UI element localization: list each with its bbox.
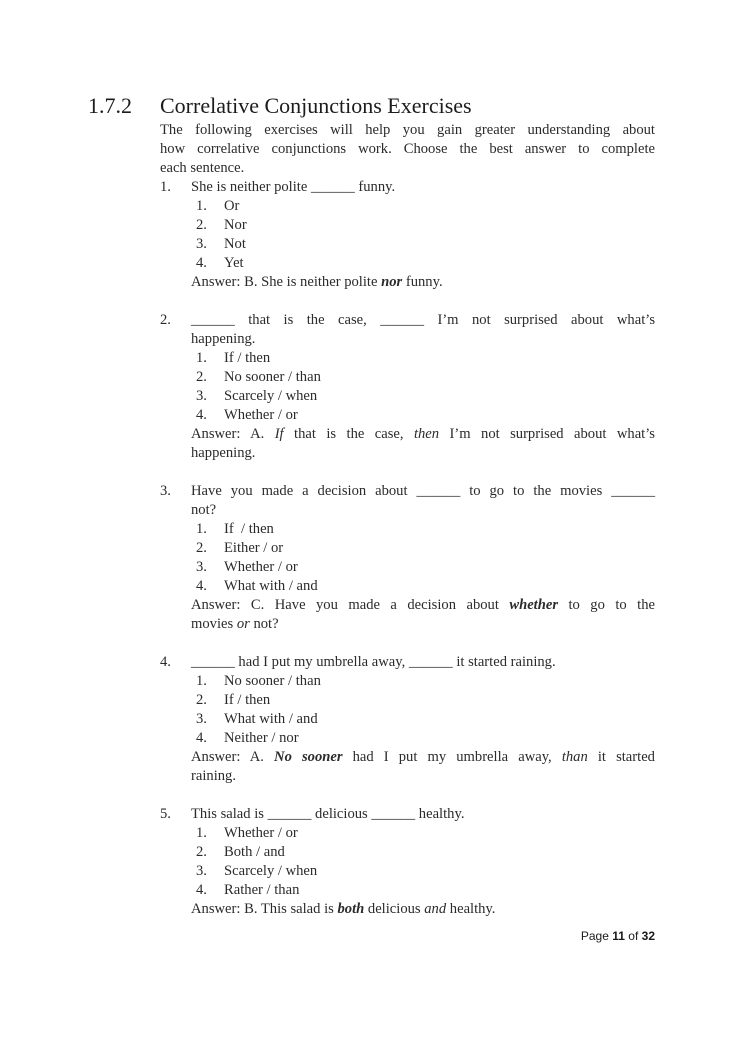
text-segment: not?: [249, 616, 279, 632]
option-label: Scarcely / when: [224, 388, 318, 404]
text-segment: She is neither polite ______ funny.: [191, 179, 396, 195]
text-segment: whether: [509, 597, 559, 613]
text-segment: ______ had I put my umbrella away, ______ it started raining.: [191, 654, 556, 670]
text-line: [191, 615, 655, 634]
text-segment: had I put my umbrella away,: [342, 749, 562, 765]
question-block: [160, 178, 655, 292]
section-heading: [88, 93, 655, 119]
text-line: [191, 653, 655, 672]
answer-text: [191, 596, 655, 634]
question-number: 4.: [160, 654, 171, 670]
text-segment: than: [561, 749, 588, 765]
text-segment: not?: [191, 502, 217, 518]
text-segment: both: [337, 901, 365, 917]
option-label: If / then: [224, 521, 274, 537]
option-row: [191, 672, 655, 691]
option-number: 3.: [196, 388, 207, 404]
body-column: [160, 121, 655, 919]
question-text: [191, 482, 655, 520]
option-row: [191, 349, 655, 368]
option-number: 2.: [196, 692, 207, 708]
question-block: [160, 653, 655, 786]
text-line: [160, 121, 655, 140]
text-segment: ______ that is the case, ______ I’m not surprised about what’s: [191, 312, 655, 328]
option-label: Whether / or: [224, 407, 298, 423]
text-segment: funny.: [402, 274, 443, 290]
option-label: What with / and: [224, 711, 318, 727]
option-row: [191, 558, 655, 577]
question-block: [160, 311, 655, 463]
option-number: 4.: [196, 255, 207, 271]
options-list: [191, 824, 655, 900]
exercise-list: [160, 178, 655, 919]
text-segment: Answer: A.: [191, 749, 275, 765]
question-text: [191, 311, 655, 349]
option-number: 1.: [196, 825, 207, 841]
option-label: Rather / than: [224, 882, 300, 898]
text-line: [160, 159, 655, 178]
option-label: Scarcely / when: [224, 863, 318, 879]
text-segment: how correlative conjunctions work. Choose the best answer to complete: [160, 141, 655, 157]
option-row: [191, 216, 655, 235]
option-label: Yet: [224, 255, 244, 271]
text-line: [191, 311, 655, 330]
option-row: [191, 862, 655, 881]
option-row: [191, 881, 655, 900]
text-segment: raining.: [191, 768, 236, 784]
option-number: 1.: [196, 350, 207, 366]
option-row: [191, 235, 655, 254]
text-line: [191, 482, 655, 501]
question-text: [191, 178, 655, 197]
page-footer: [581, 928, 655, 944]
text-segment: Have you made a decision about ______ to go to the movies ______: [191, 483, 655, 499]
text-line: [191, 425, 655, 444]
option-label: Neither / nor: [224, 730, 299, 746]
text-line: [191, 596, 655, 615]
text-line: [160, 140, 655, 159]
option-label: Either / or: [224, 540, 284, 556]
question-text: [191, 805, 655, 824]
option-row: [191, 824, 655, 843]
option-row: [191, 368, 655, 387]
option-row: [191, 406, 655, 425]
text-segment: delicious: [364, 901, 425, 917]
section-number: 1.7.2: [88, 93, 132, 118]
footer-current-page: 11: [612, 929, 625, 943]
question-body: [191, 805, 655, 919]
option-number: 3.: [196, 711, 207, 727]
text-line: [191, 273, 655, 292]
option-label: If / then: [224, 350, 271, 366]
option-number: 3.: [196, 236, 207, 252]
option-number: 4.: [196, 730, 207, 746]
option-label: Or: [224, 198, 240, 214]
option-label: No sooner / than: [224, 673, 321, 689]
text-segment: nor: [381, 274, 403, 290]
text-segment: movies: [191, 616, 237, 632]
option-label: No sooner / than: [224, 369, 321, 385]
option-row: [191, 539, 655, 558]
options-list: [191, 349, 655, 425]
text-segment: This salad is ______ delicious ______ healthy.: [191, 806, 465, 822]
text-segment: The following exercises will help you gain greater understanding about: [160, 122, 655, 138]
option-label: Whether / or: [224, 559, 298, 575]
option-number: 2.: [196, 540, 207, 556]
option-row: [191, 254, 655, 273]
option-row: [191, 710, 655, 729]
options-list: [191, 520, 655, 596]
answer-text: [191, 273, 655, 292]
intro-paragraph: [160, 121, 655, 178]
text-line: [191, 501, 655, 520]
answer-text: [191, 900, 655, 919]
question-block: [160, 482, 655, 634]
option-row: [191, 197, 655, 216]
text-segment: Answer: B. This salad is: [191, 901, 338, 917]
question-body: [191, 311, 655, 463]
text-line: [191, 767, 655, 786]
text-segment: or: [236, 616, 250, 632]
text-segment: each sentence.: [160, 160, 245, 176]
question-number: 3.: [160, 483, 171, 499]
option-row: [191, 691, 655, 710]
option-number: 1.: [196, 198, 207, 214]
text-line: [191, 748, 655, 767]
option-label: Nor: [224, 217, 247, 233]
option-row: [191, 387, 655, 406]
text-line: [191, 178, 655, 197]
option-number: 4.: [196, 407, 207, 423]
option-row: [191, 577, 655, 596]
text-line: [191, 444, 655, 463]
option-number: 1.: [196, 521, 207, 537]
footer-separator: of: [628, 929, 639, 943]
text-segment: Answer: B. She is neither polite: [191, 274, 382, 290]
option-number: 3.: [196, 559, 207, 575]
text-line: [191, 330, 655, 349]
text-segment: happening.: [191, 445, 256, 461]
options-list: [191, 672, 655, 748]
text-segment: I’m not surprised about what’s: [439, 426, 655, 442]
option-number: 1.: [196, 673, 207, 689]
section-title: Correlative Conjunctions Exercises: [160, 93, 472, 118]
question-body: [191, 653, 655, 786]
option-row: [191, 520, 655, 539]
question-body: [191, 178, 655, 292]
question-body: [191, 482, 655, 634]
text-segment: that is the case,: [283, 426, 414, 442]
text-line: [191, 900, 655, 919]
text-segment: No sooner: [274, 749, 343, 765]
option-label: If / then: [224, 692, 271, 708]
answer-text: [191, 425, 655, 463]
text-segment: it started: [587, 749, 655, 765]
footer-page-label: Page: [580, 929, 609, 943]
question-number: 1.: [160, 179, 171, 195]
option-label: Whether / or: [224, 825, 298, 841]
option-row: [191, 843, 655, 862]
option-label: Both / and: [224, 844, 285, 860]
answer-text: [191, 748, 655, 786]
question-block: [160, 805, 655, 919]
question-number: 5.: [160, 806, 171, 822]
option-label: Not: [224, 236, 246, 252]
text-segment: healthy.: [446, 901, 496, 917]
option-row: [191, 729, 655, 748]
question-number: 2.: [160, 312, 171, 328]
text-segment: If: [274, 426, 284, 442]
text-segment: and: [424, 901, 447, 917]
option-number: 2.: [196, 217, 207, 233]
text-line: [191, 805, 655, 824]
option-number: 2.: [196, 369, 207, 385]
text-segment: then: [413, 426, 440, 442]
option-number: 3.: [196, 863, 207, 879]
option-label: What with / and: [224, 578, 318, 594]
options-list: [191, 197, 655, 273]
option-number: 4.: [196, 882, 207, 898]
text-segment: Answer: C. Have you made a decision about: [191, 597, 510, 613]
option-number: 4.: [196, 578, 207, 594]
footer-total-pages: 32: [641, 929, 655, 943]
option-number: 2.: [196, 844, 207, 860]
text-segment: Answer: A.: [191, 426, 275, 442]
text-segment: to go to the: [558, 597, 655, 613]
text-segment: happening.: [191, 331, 256, 347]
question-text: [191, 653, 655, 672]
